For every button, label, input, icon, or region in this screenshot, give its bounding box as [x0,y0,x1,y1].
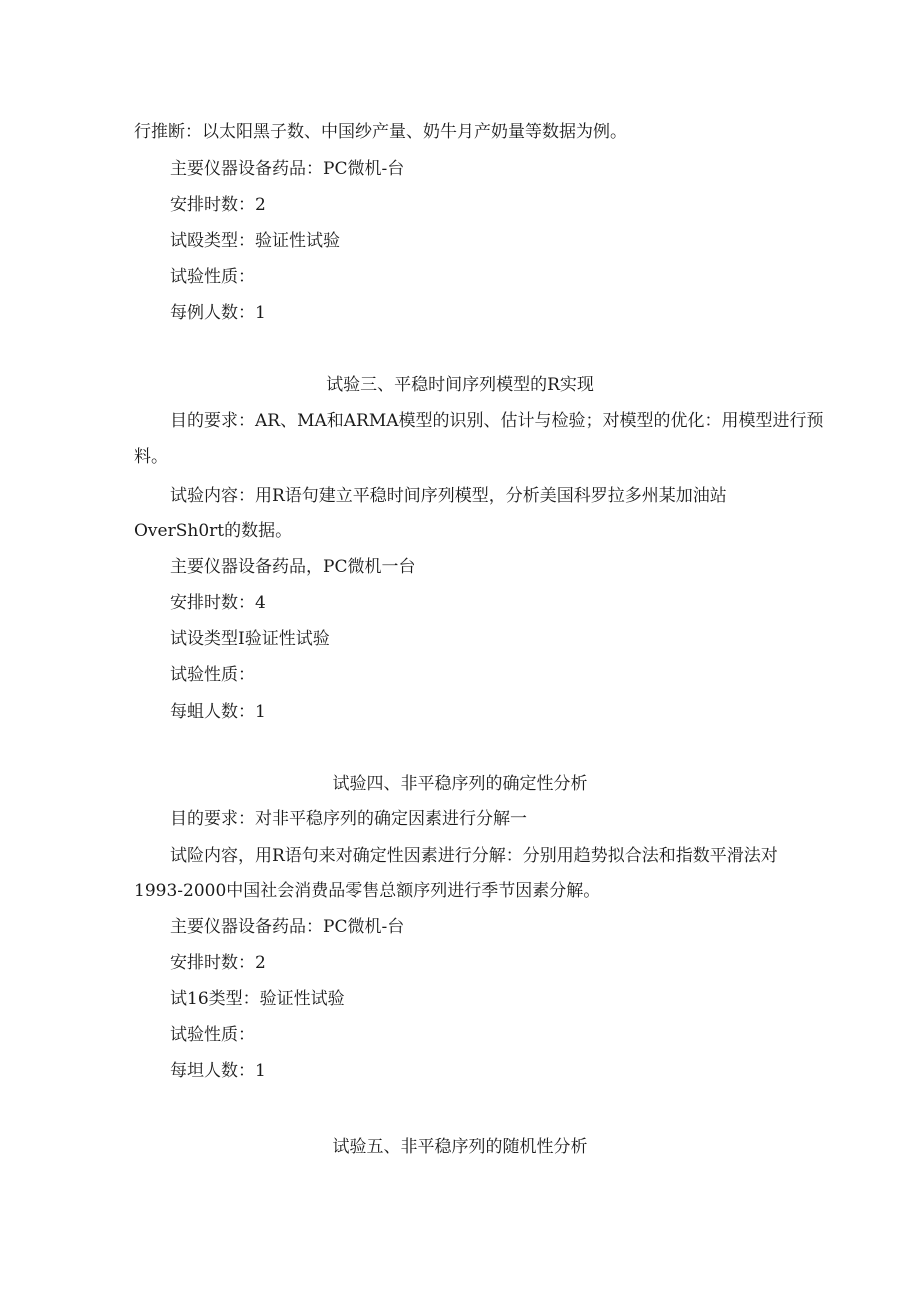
section-4-nature: 试验性质： [170,1025,255,1045]
section-2-group-size: 每例人数：1 [170,303,266,323]
section-3-hours: 安排时数：4 [170,593,266,613]
section-4-group-size: 每坦人数：1 [170,1061,266,1081]
section-2-nature: 试验性质： [170,267,255,287]
section-4-purpose: 目的要求：对非平稳序列的确定因素进行分解一 [170,809,527,829]
section-5-title: 试验五、非平稳序列的随机性分析 [332,1137,588,1157]
section-3-type: 试设类型I验证性试验 [170,629,330,649]
section-3-content-line1: 试验内容：用R语句建立平稳时间序列模型，分析美国科罗拉多州某加油站 [170,486,727,506]
section-3-equipment: 主要仪器设备药品，PC微机一台 [170,557,416,577]
section-3-purpose-line2: 料。 [134,447,168,467]
section-4-content-line2: 1993-2000中国社会消费品零售总额序列进行季节因素分解。 [134,881,601,901]
section-4-content-line1: 试险内容，用R语句来对确定性因素进行分解：分别用趋势拟合法和指数平滑法对 [170,846,778,866]
section-4-type: 试16类型：验证性试验 [170,989,345,1009]
section-3-group-size: 每蛆人数：1 [170,702,266,722]
section-3-nature: 试验性质： [170,665,255,685]
section-4-hours: 安排时数：2 [170,953,266,973]
section-4-equipment: 主要仪器设备药品：PC微机-台 [170,917,405,937]
section-2-equipment: 主要仪器设备药品：PC微机-台 [170,159,405,179]
section-2-type: 试殴类型：验证性试验 [170,231,340,251]
section-4-title: 试验四、非平稳序列的确定性分析 [332,774,588,794]
section-2-hours: 安排时数：2 [170,195,266,215]
section-3-title: 试验三、平稳时间序列模型的R实现 [326,375,594,395]
section-3-purpose-line1: 目的要求：AR、MA和ARMA模型的识别、估计与检验；对模型的优化：用模型进行预 [170,411,824,431]
section-2-content-continuation: 行推断：以太阳黑子数、中国纱产量、奶牛月产奶量等数据为例。 [134,122,627,142]
section-3-content-line2: OverSh0rt的数据。 [134,521,293,541]
